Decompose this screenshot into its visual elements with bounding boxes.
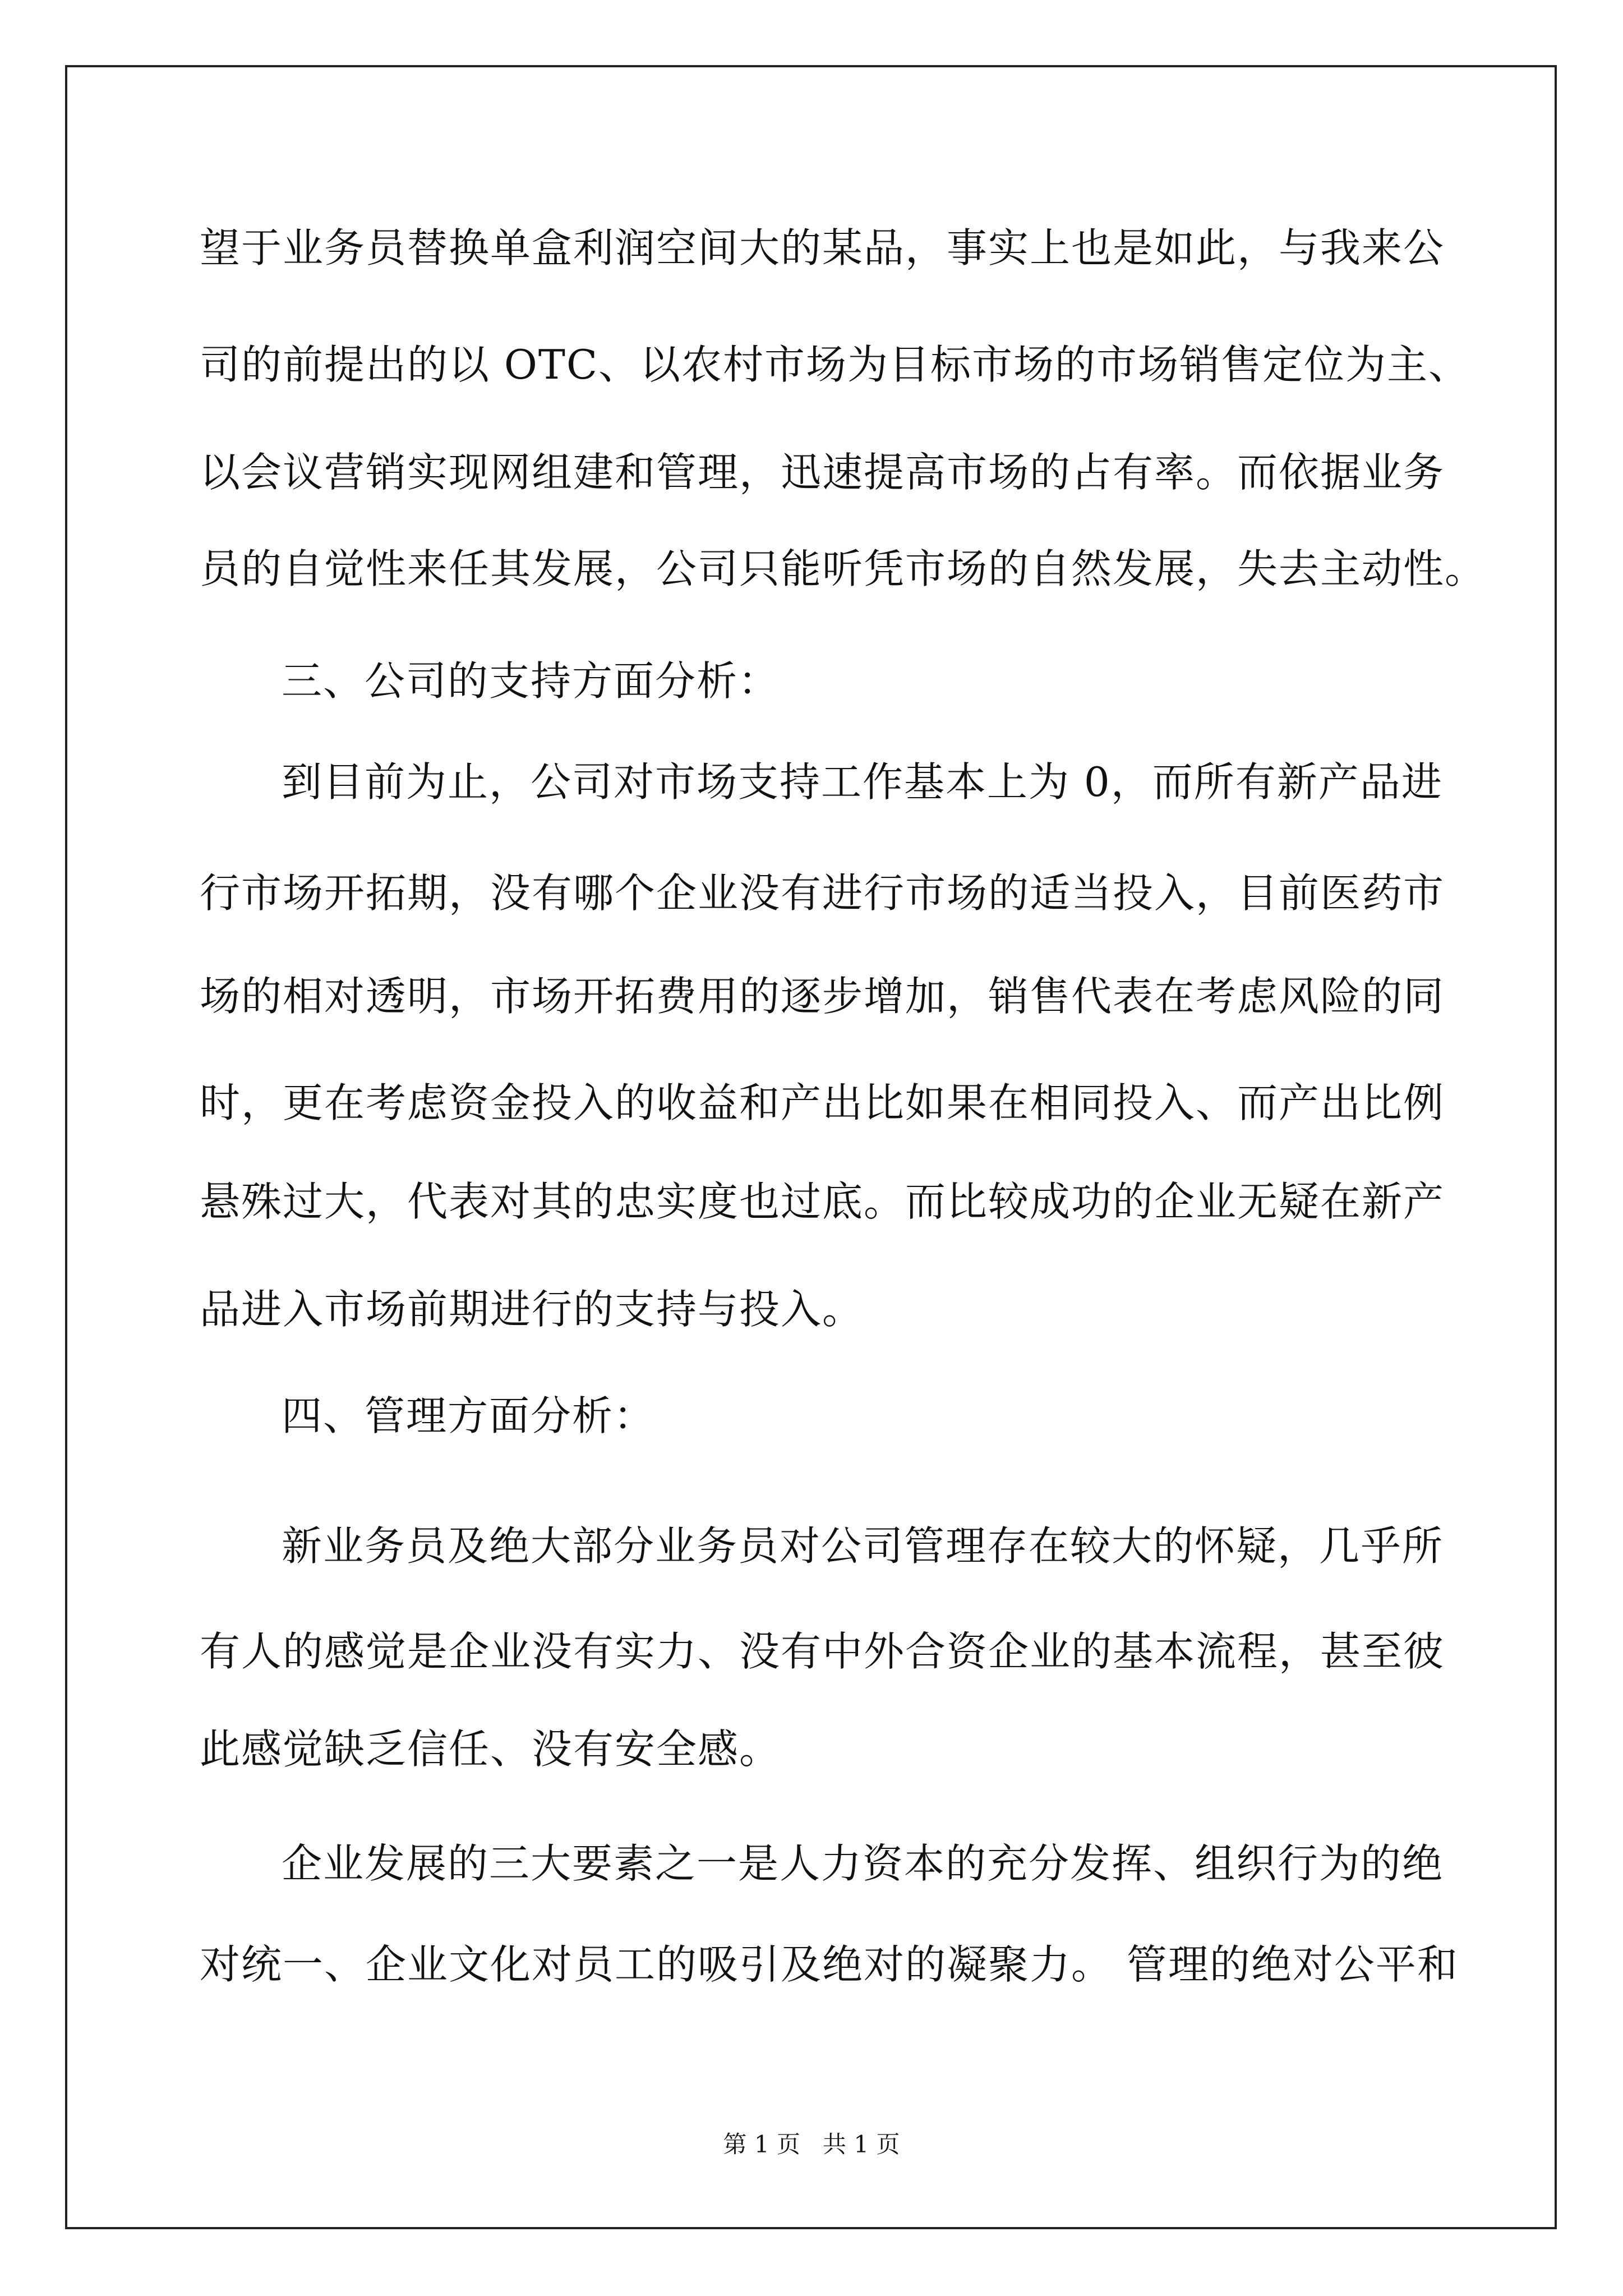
- page-footer: 第 1 页 共 1 页: [723, 2131, 900, 2158]
- paragraph-line: 以会议营销实现网组建和管理，迅速提高市场的占有率。而依据业务: [200, 449, 1445, 496]
- paragraph-line: 望于业务员替换单盒利润空间大的某品，事实上也是如此，与我来公: [200, 224, 1445, 272]
- paragraph-line: 到目前为止，公司对市场支持工作基本上为 0，而所有新产品进: [282, 758, 1443, 806]
- paragraph-line: 有人的感觉是企业没有实力、没有中外合资企业的基本流程，甚至彼: [200, 1628, 1445, 1675]
- paragraph-line: 悬殊过大，代表对其的忠实度也过底。而比较成功的企业无疑在新产: [200, 1178, 1445, 1225]
- paragraph-line: 时，更在考虑资金投入的收益和产出比如果在相同投入、而产出比例: [200, 1079, 1445, 1126]
- section-heading: 四、管理方面分析：: [282, 1392, 656, 1439]
- paragraph-line: 对统一、企业文化对员工的吸引及绝对的凝聚力。 管理的绝对公平和: [200, 1941, 1459, 1988]
- page-border: [65, 65, 1557, 2229]
- paragraph-line: 行市场开拓期，没有哪个企业没有进行市场的适当投入，目前医药市: [200, 869, 1445, 917]
- paragraph-line: 新业务员及绝大部分业务员对公司管理存在较大的怀疑，几乎所: [282, 1522, 1444, 1570]
- paragraph-line: 品进入市场前期进行的支持与投入。: [200, 1286, 864, 1333]
- paragraph-line: 司的前提出的以 OTC、以农村市场为目标市场的市场销售定位为主、: [200, 341, 1470, 388]
- paragraph-line: 场的相对透明，市场开拓费用的逐步增加，销售代表在考虑风险的同: [200, 973, 1445, 1020]
- paragraph-line: 员的自觉性来任其发展，公司只能听凭市场的自然发展，失去主动性。: [200, 545, 1487, 592]
- paragraph-line: 企业发展的三大要素之一是人力资本的充分发挥、组织行为的绝: [282, 1840, 1444, 1887]
- paragraph-line: 此感觉缺乏信任、没有安全感。: [200, 1726, 781, 1773]
- section-heading: 三、公司的支持方面分析：: [282, 657, 780, 705]
